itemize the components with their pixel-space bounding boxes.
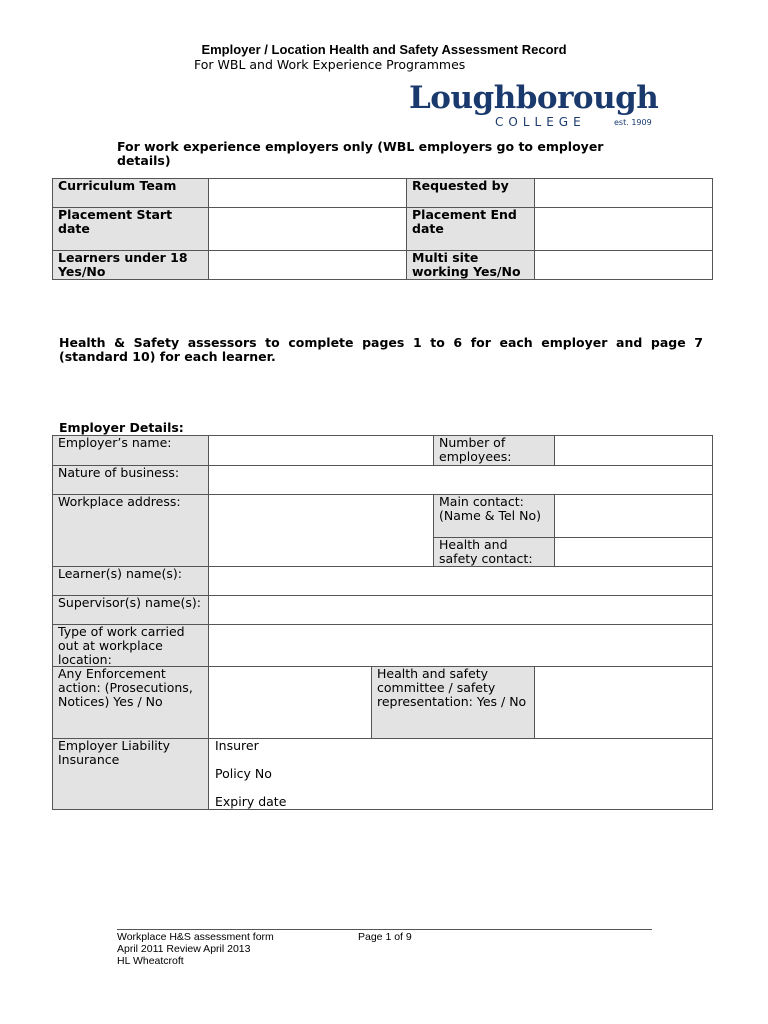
main-contact-field[interactable] xyxy=(554,494,713,538)
hs-contact-label: Health and safety contact: xyxy=(433,537,555,567)
supervisor-names-label: Supervisor(s) name(s): xyxy=(52,595,209,625)
requested-by-field[interactable] xyxy=(535,179,713,208)
main-contact-label: Main contact: (Name & Tel No) xyxy=(433,494,555,538)
hs-contact-field[interactable] xyxy=(554,537,713,567)
nature-business-label: Nature of business: xyxy=(52,465,209,495)
logo-college: COLLEGE xyxy=(495,115,586,129)
employer-table-grid xyxy=(52,435,713,810)
footer-form-name: Workplace H&S assessment form xyxy=(117,931,274,943)
num-employees-field[interactable] xyxy=(554,435,713,466)
liability-details[interactable] xyxy=(208,738,713,810)
learner-names-field[interactable] xyxy=(208,566,713,596)
insurer-label: Insurer xyxy=(215,738,259,753)
policy-no-label: Policy No xyxy=(215,766,272,781)
enforcement-field[interactable] xyxy=(208,666,372,739)
placement-end-field[interactable] xyxy=(535,208,713,251)
footer-page-number: Page 1 of 9 xyxy=(358,931,412,943)
liability-label: Employer Liability Insurance xyxy=(52,738,209,810)
logo-name: Loughborough xyxy=(409,80,659,116)
hs-committee-label: Health and safety committee / safety representation: Yes / No xyxy=(371,666,535,739)
learners-under-18-field[interactable] xyxy=(209,251,407,280)
employer-name-field[interactable] xyxy=(208,435,434,466)
logo-est: est. 1909 xyxy=(614,118,652,127)
nature-business-field[interactable] xyxy=(208,465,713,495)
supervisor-names-field[interactable] xyxy=(208,595,713,625)
placement-end-label: Placement End date xyxy=(407,208,535,251)
type-of-work-label: Type of work carried out at workplace location: xyxy=(52,624,209,667)
num-employees-label: Number of employees: xyxy=(433,435,555,466)
requested-by-label: Requested by xyxy=(407,179,535,208)
intro-text: For work experience employers only (WBL employers go to employer details) xyxy=(117,139,604,168)
placement-start-field[interactable] xyxy=(209,208,407,251)
multi-site-label: Multi site working Yes/No xyxy=(407,251,535,280)
college-logo xyxy=(409,80,659,134)
type-of-work-field[interactable] xyxy=(208,624,713,667)
document-subtitle: For WBL and Work Experience Programmes xyxy=(194,57,466,72)
document-title: Employer / Location Health and Safety Assessment Record xyxy=(201,42,567,57)
footer-divider xyxy=(117,929,652,930)
workplace-address-field[interactable] xyxy=(208,494,434,567)
employer-name-label: Employer’s name: xyxy=(52,435,209,466)
placement-start-label: Placement Start date xyxy=(53,208,209,251)
enforcement-label: Any Enforcement action: (Prosecutions, Notices) Yes / No xyxy=(52,666,209,739)
hs-committee-field[interactable] xyxy=(534,666,713,739)
learners-under-18-label: Learners under 18 Yes/No xyxy=(53,251,209,280)
curriculum-team-field[interactable] xyxy=(209,179,407,208)
employer-details-heading: Employer Details: xyxy=(59,420,184,435)
multi-site-field[interactable] xyxy=(535,251,713,280)
assessors-note: Health & Safety assessors to complete pages 1 to 6 for each employer and page 7 (standard 10) for each learner. xyxy=(59,335,703,364)
footer-author: HL Wheatcroft xyxy=(117,955,184,967)
placement-table xyxy=(52,178,713,280)
footer-review-date: April 2011 Review April 2013 xyxy=(117,943,251,955)
curriculum-team-label: Curriculum Team xyxy=(53,179,209,208)
expiry-date-label: Expiry date xyxy=(215,794,287,809)
workplace-address-label: Workplace address: xyxy=(52,494,209,567)
learner-names-label: Learner(s) name(s): xyxy=(52,566,209,596)
